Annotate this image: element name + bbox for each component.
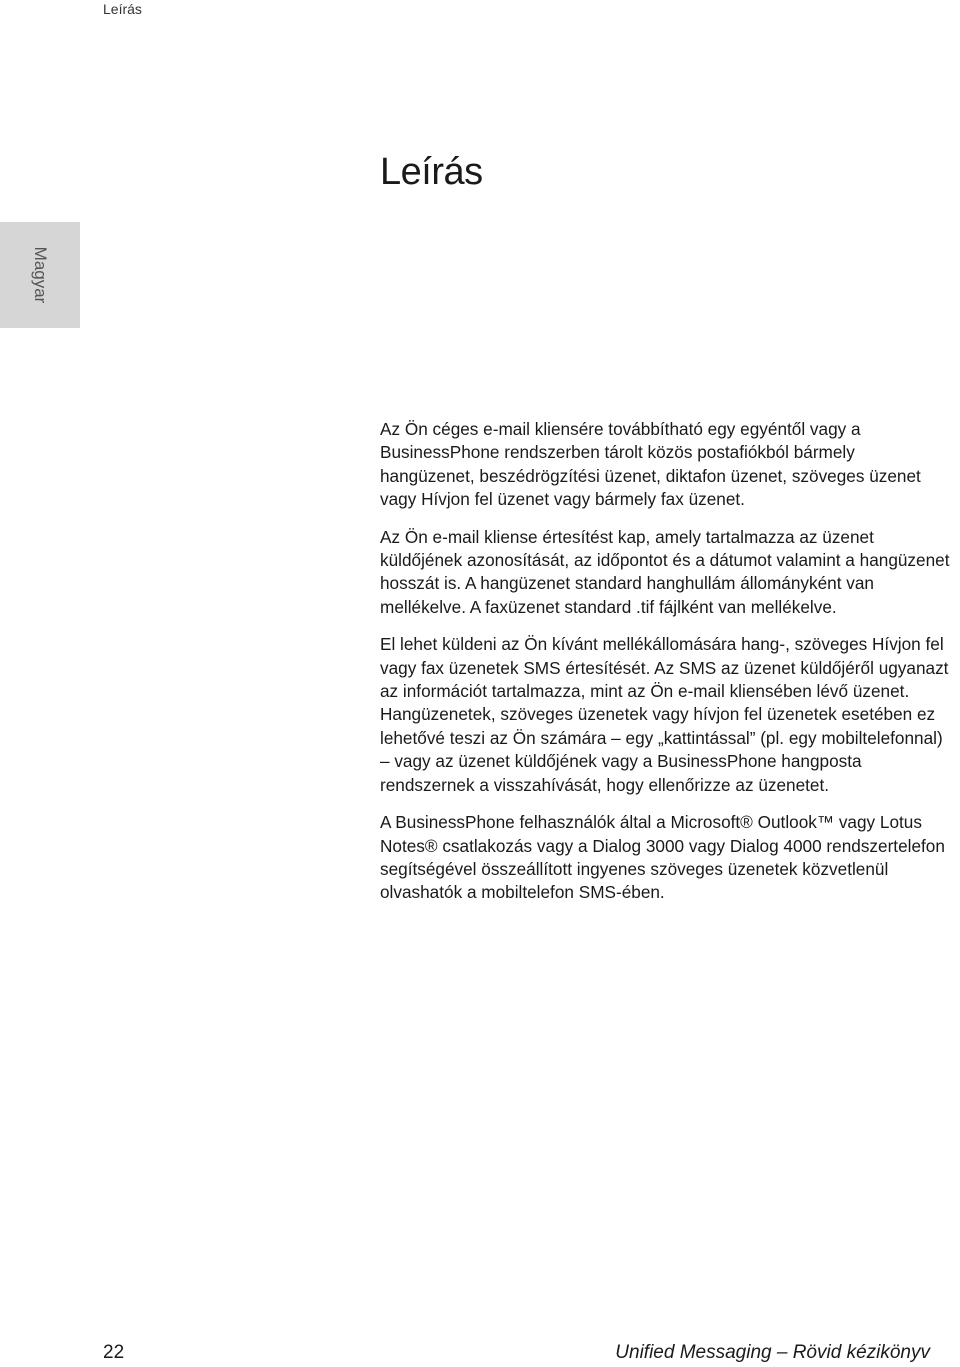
paragraph-notification: Az Ön e-mail kliense értesítést kap, amely tartalmazza az üzenet küldőjének azonosítását, az időpontot és a dátumot valamint a hangüzenet hosszát is. A hangüzenet standard hanghullám állományként van mellékelve. A faxüzenet standard .tif fájlként van mellékelve.	[380, 526, 950, 617]
body-text	[380, 418, 952, 919]
language-tab-label: Magyar	[31, 246, 50, 304]
page-title: Leírás	[380, 151, 483, 193]
footer-document-title: Unified Messaging – Rövid kézikönyv	[615, 1342, 930, 1363]
language-tab	[0, 222, 80, 328]
paragraph-free-text-messages: A BusinessPhone felhasználók által a Microsoft® Outlook™ vagy Lotus Notes® csatlakozás vagy a Dialog 3000 vagy Dialog 4000 rendszertelefon segítségével összeállított ingyenes szöveges üzenetek közvetlenül olvashatók a mobiltelefon SMS-ében.	[380, 812, 945, 903]
paragraph-forwarding: Az Ön céges e-mail kliensére továbbítható egy egyéntől vagy a BusinessPhone rendszerben tárolt közös postafiókból bármely hangüzenet, beszédrögzítési üzenet, diktafon üzenet, szöveges üzenet vagy Hívjon fel üzenet vagy bármely fax üzenet.	[380, 419, 921, 510]
page-number: 22	[103, 1342, 125, 1363]
paragraph-sms-notification: El lehet küldeni az Ön kívánt mellékállomására hang-, szöveges Hívjon fel vagy fax üzenetek SMS értesítését. Az SMS az üzenet küldőjéről ugyanazt az információt tartalmazza, mint az Ön e-mail kliensében lévő üzenet. Hangüzenetek, szöveges üzenetek vagy hívjon fel üzenetek esetében ez lehetővé teszi az Ön számára – egy „kattintással” (pl. egy mobiltelefonnal) – vagy az üzenet küldőjének vagy a BusinessPhone hangposta rendszernek a visszahívását, hogy ellenőrizze az üzenetet.	[380, 634, 949, 795]
running-header: Leírás	[103, 1, 142, 17]
